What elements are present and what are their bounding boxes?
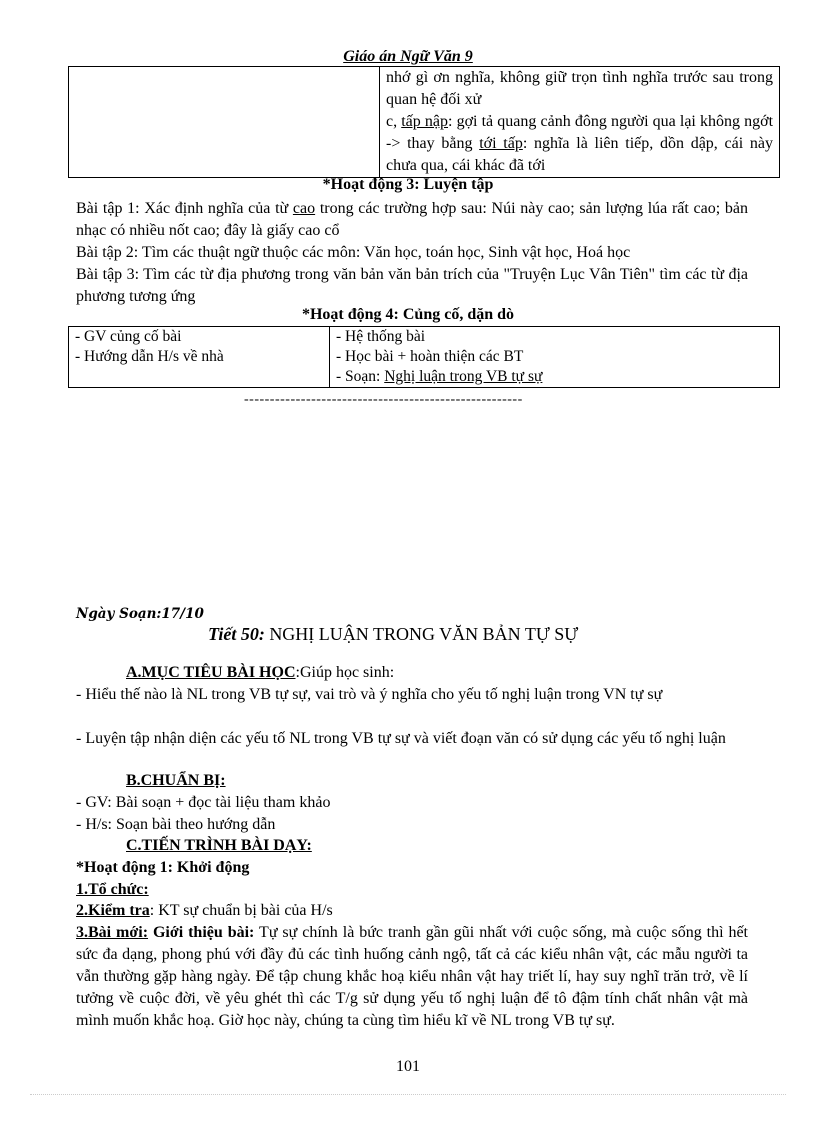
cell-line: nhớ gì ơn nghĩa, không giữ trọn tình nghĩa trước sau trong quan hệ đối xử <box>386 69 773 108</box>
new-lesson-paragraph <box>76 922 748 1032</box>
section-a-heading: A.MỤC TIÊU BÀI HỌC <box>126 664 296 681</box>
check-label: 2.Kiểm tra <box>76 902 150 919</box>
exercise-word: cao <box>292 200 316 217</box>
lesson-title <box>208 624 578 645</box>
section-a-item: - Hiểu thế nào là NL trong VB tự sự, vai trò và ý nghĩa cho yếu tố nghị luận trong VN tự sự <box>76 686 663 703</box>
page-number: 101 <box>396 1058 420 1075</box>
underlined-word: tới tấp <box>479 135 523 152</box>
cell-line: - Học bài + hoàn thiện các BT <box>336 348 524 365</box>
section-b-heading-line <box>76 770 748 792</box>
new-lesson-label: 3.Bài mới: <box>76 924 149 941</box>
cell-text: : gợi tả quang cảnh đông người qua lại không ngớt -> thay bằng <box>386 113 774 152</box>
lesson-date: Ngày Soạn:17/10 <box>76 606 204 622</box>
intro-text: Tự sự chính là bức tranh gần gũi nhất với cuộc sống, mà cuộc sống thì hết sức đa dạng, phong phú với đầy đủ các tình huống cảnh ngộ, tất cả các kiểu nhân vật, các mẫu người ta vẫn thường gặp hàng ngày. Để tập chung khắc hoạ kiểu nhân vật hay triết lí, hay suy nghĩ trăn trở, về lí tưởng về cuộc đời, về yêu ghét thì các T/g sử dụng yếu tố nghị luận để tô đậm tính chất nhân vật mà mình muốn khắc hoạ. Giờ học này, chúng ta cùng tìm hiểu kĩ về NL trong VB tự sự. <box>76 924 749 1029</box>
cell-text: - Soạn: <box>336 368 385 385</box>
org-label: .Tổ chức: <box>84 881 149 898</box>
section-c-heading-line <box>76 835 748 857</box>
lesson-number: Tiết 50: <box>208 624 265 644</box>
exercise-3: Bài tập 3: Tìm các từ địa phương trong văn bản văn bản trích của "Truyện Lục Vân Tiên" tìm các từ địa phương tương ứng <box>76 266 748 305</box>
section-b-item: - GV: Bài soạn + đọc tài liệu tham khảo <box>76 794 331 811</box>
intro-label: Giới thiệu bài: <box>148 924 255 941</box>
exercise-text: trong các trường hợp sau: Núi này cao; sản lượng lúa rất cao; bản nhạc có nhiều nốt cao; đây là giấy cao cổ <box>76 200 748 239</box>
footer-divider <box>30 1094 786 1095</box>
section-a-item: - Luyện tập nhận diện các yếu tố NL trong VB tự sự và viết đoạn văn có sử dụng các yếu tố nghị luận <box>76 730 726 747</box>
underlined-word: tấp nập <box>401 113 449 130</box>
exercise-text: Bài tập 1: Xác định nghĩa của từ <box>76 200 293 217</box>
table-cell-students <box>330 327 780 388</box>
cell-line <box>336 367 773 387</box>
continuation-table <box>68 66 780 178</box>
exercise-2: Bài tập 2: Tìm các thuật ngữ thuộc các môn: Văn học, toán học, Sinh vật học, Hoá học <box>76 244 631 261</box>
exercise-1 <box>76 198 748 242</box>
table-cell-empty <box>69 67 380 178</box>
section-c-heading: C.TIẾN TRÌNH BÀI DẠY: <box>126 837 312 854</box>
organization-line <box>76 879 748 901</box>
cell-line <box>386 111 773 177</box>
cell-text: : nghĩa là liên tiếp, dồn dập, cái này chưa qua, cái khác đã tới <box>386 135 773 174</box>
cell-text: c, <box>386 113 402 130</box>
page-header <box>0 48 816 66</box>
activity1-heading: *Hoạt động 1: Khởi động <box>76 859 250 876</box>
activity3-heading: *Hoạt động 3: Luyện tập <box>322 176 494 193</box>
section-a-heading-line <box>76 662 748 684</box>
section-a-lead: :Giúp học sinh: <box>295 664 395 681</box>
underlined-word: Nghị luận trong VB tự sự <box>384 368 543 385</box>
cell-line: - Hướng dẫn H/s về nhà <box>75 348 224 365</box>
table-cell-teacher <box>69 327 330 388</box>
separator-line: ------------------------------------------------------ <box>244 392 523 407</box>
check-line <box>76 900 748 922</box>
section-b-item: - H/s: Soạn bài theo hướng dẫn <box>76 816 276 833</box>
org-number: 1 <box>76 881 84 898</box>
review-table <box>68 326 780 388</box>
cell-line: - GV củng cố bài <box>75 328 182 345</box>
table-cell-content <box>380 67 780 178</box>
header-title: Giáo án Ngữ Văn 9 <box>343 48 473 65</box>
activity4-heading: *Hoạt động 4: Củng cố, dặn dò <box>301 306 515 323</box>
lesson-name: NGHỊ LUẬN TRONG VĂN BẢN TỰ SỰ <box>264 624 579 644</box>
check-text: : KT sự chuẩn bị bài của H/s <box>149 902 333 919</box>
cell-line: - Hệ thống bài <box>336 328 426 345</box>
section-b-heading: B.CHUẨN BỊ: <box>126 772 226 789</box>
